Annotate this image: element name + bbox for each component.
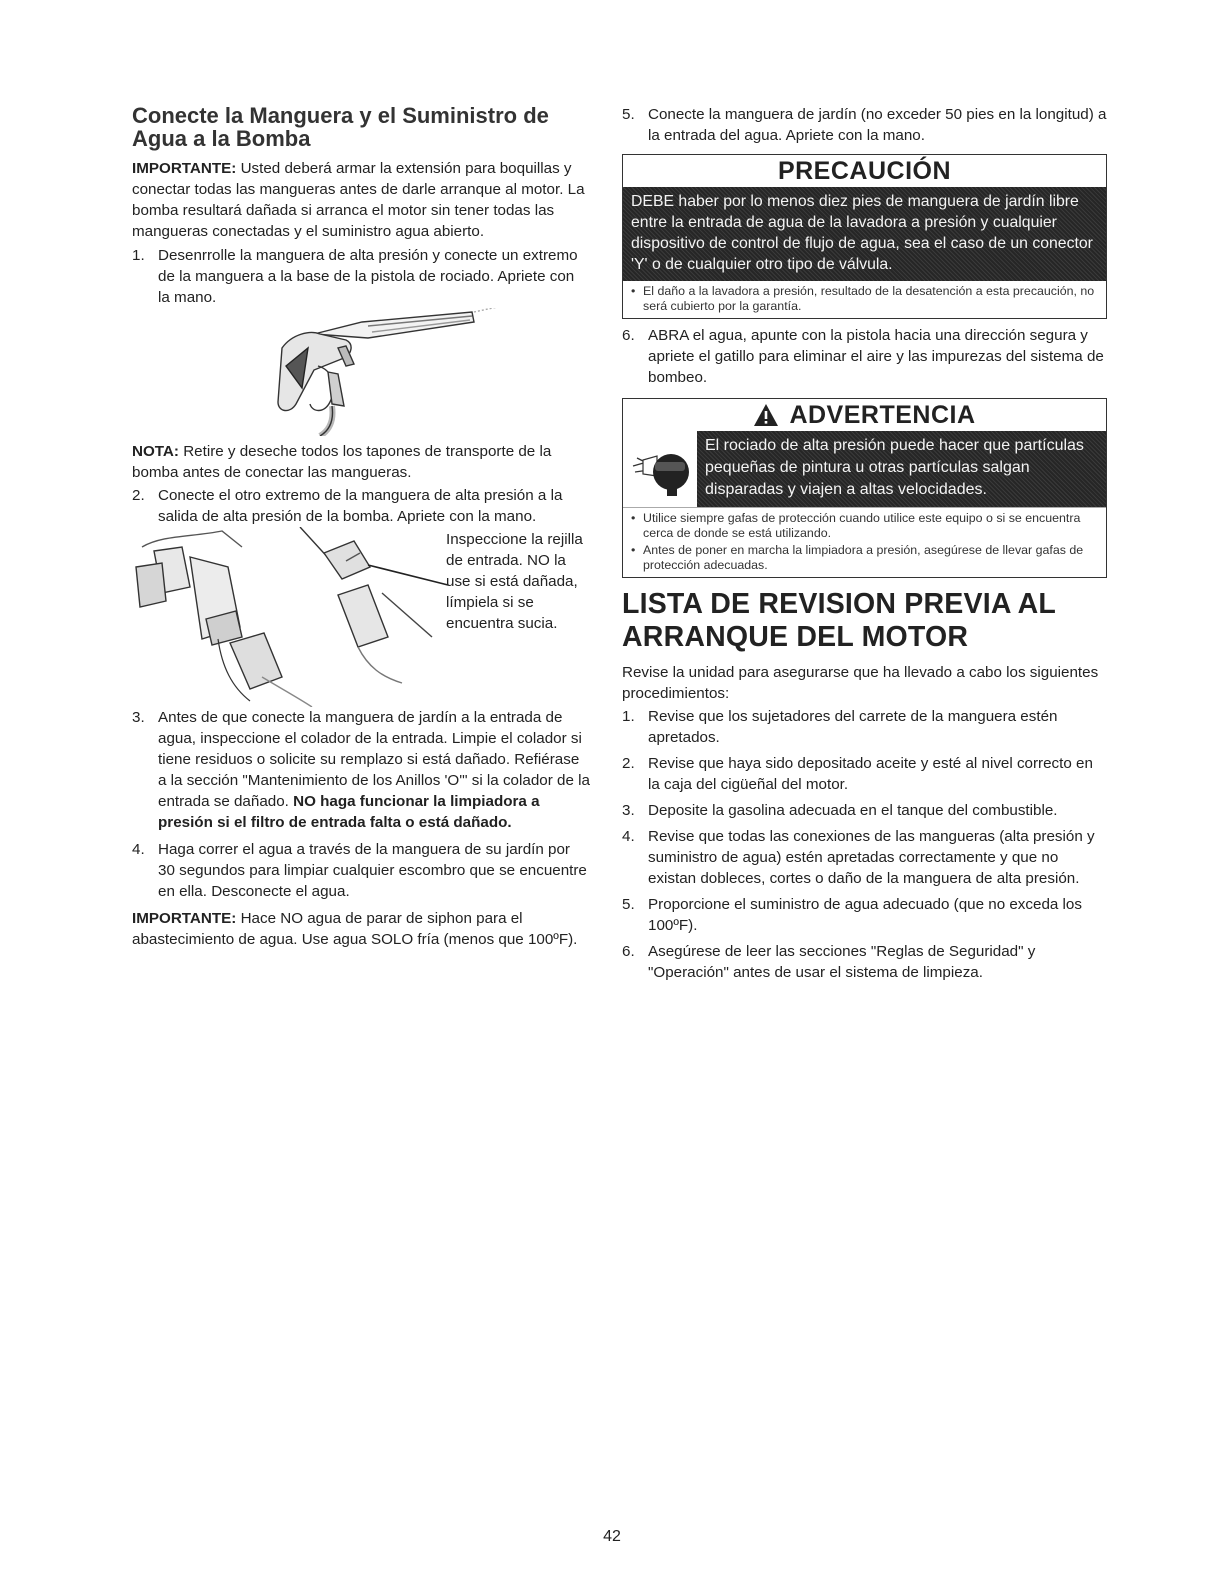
step-text: Revise que los sujetadores del carrete de la manguera estén apretados. — [648, 708, 1058, 746]
step-number: 2. — [622, 755, 635, 772]
precaucion-box — [622, 154, 1107, 319]
step-text: Desenrrolle la manguera de alta presión y conecte un extremo de la manguera a la base de la pistola de rociado. Apriete con la mano. — [158, 247, 578, 306]
step-number: 4. — [622, 828, 635, 845]
step-text: Revise que todas las conexiones de las mangueras (alta presión y suministro de agua) estén apretadas correctamente y que no existan dobleces, cortes o daño de la manguera de alta presión. — [648, 828, 1095, 887]
step-number: 1. — [622, 708, 635, 725]
checklist-item — [622, 941, 1107, 983]
spray-gun-illustration — [132, 308, 590, 436]
step-text: Proporcione el suministro de agua adecuado (que no exceda los 100ºF). — [648, 896, 1082, 934]
advertencia-notes — [623, 507, 1106, 577]
step-text: Deposite la gasolina adecuada en el tanque del combustible. — [648, 802, 1058, 819]
precaucion-band: DEBE haber por lo menos diez pies de manguera de jardín libre entre la entrada de agua de la lavadora a presión y cualquier dispositivo de control de flujo de agua, sea el caso de un conector 'Y' o de cualquier otro tipo de válvula. — [623, 187, 1106, 281]
step-number: 4. — [132, 841, 145, 858]
importante-label: IMPORTANTE: — [132, 160, 237, 177]
checklist — [622, 706, 1107, 983]
checklist-item — [622, 753, 1107, 795]
step-text: Revise que haya sido depositado aceite y esté al nivel correcto en la caja del cigüeñal del motor. — [648, 755, 1093, 793]
step-2 — [132, 485, 590, 527]
checklist-item — [622, 894, 1107, 936]
advertencia-box — [622, 398, 1107, 578]
warning-triangle-icon — [753, 403, 779, 427]
step-text: Asegúrese de leer las secciones "Reglas de Seguridad" y "Operación" antes de usar el sistema de limpieza. — [648, 943, 1036, 981]
advertencia-note-1: • Utilice siempre gafas de protección cuando utilice este equipo o si se encuentra cerca de donde se está utilizando. — [631, 511, 1098, 541]
importante-label: IMPORTANTE: — [132, 910, 237, 927]
importante-text: Usted deberá armar la extensión para boquillas y conectar todas las mangueras antes de darle arranque al motor. La bomba resultará dañada si arranca el motor sin tener todas las mangueras conectadas y el suministro agua abierto. — [132, 160, 585, 240]
checklist-item — [622, 826, 1107, 889]
step-number: 5. — [622, 896, 635, 913]
section-heading-conecte: Conecte la Manguera y el Suministro de Agua a la Bomba — [132, 103, 549, 151]
step-text: ABRA el agua, apunte con la pistola hacia una dirección segura y apriete el gatillo para eliminar el aire y las impurezas del sistema de bombeo. — [648, 327, 1104, 386]
step-number: 1. — [132, 247, 145, 264]
step-text: Conecte el otro extremo de la manguera de alta presión a la salida de alta presión de la bomba. Apriete con la mano. — [158, 487, 563, 525]
importante-text: Hace NO agua de parar de siphon para el abastecimiento de agua. Use agua SOLO fría (menos que 100ºF). — [132, 910, 578, 948]
precaucion-title: PRECAUCIÓN — [777, 157, 952, 185]
pump-outlet-illustration — [132, 527, 590, 707]
advertencia-title-row — [623, 399, 1106, 431]
step-number: 5. — [622, 106, 635, 123]
precaucion-note: • El daño a la lavadora a presión, resultado de la desatención a esta precaución, no será cubierto por la garantía. — [631, 284, 1098, 314]
step-6 — [622, 325, 1107, 388]
step-text: Antes de que conecte la manguera de jardín a la entrada de agua, inspeccione el colador de la entrada. Limpie el colador si tiene residuos o solicite su remplazo si está dañado. Refiérase a la sección "Mantenimiento de los Anillos 'O'" si la colador de la entrada se dañado. — [158, 709, 590, 810]
step-number: 2. — [132, 487, 145, 504]
advertencia-band: El rociado de alta presión puede hacer que partículas pequeñas de pintura u otras partículas salgan disparadas y viajen a altas velocidades. — [697, 431, 1106, 507]
step-number: 6. — [622, 327, 635, 344]
step-number: 3. — [132, 709, 145, 726]
step-number: 3. — [622, 802, 635, 819]
eye-protection-icon — [623, 431, 697, 507]
nota-paragraph — [132, 441, 590, 483]
advertencia-note-2: • Antes de poner en marcha la limpiadora a presión, asegúrese de llevar gafas de protección adecuadas. — [631, 543, 1098, 573]
step-1 — [132, 245, 590, 308]
step-number: 6. — [622, 943, 635, 960]
nota-label: NOTA: — [132, 443, 179, 460]
checklist-item — [622, 706, 1107, 748]
precaucion-notes — [623, 281, 1106, 318]
left-column — [132, 104, 590, 950]
inspection-callout: Inspeccione la rejilla de entrada. NO la use si está dañada, límpiela si se encuentra sucia. — [446, 531, 583, 632]
importante-paragraph-2 — [132, 908, 590, 950]
nota-text: Retire y deseche todos los tapones de transporte de la bomba antes de conectar las mangueras. — [132, 443, 552, 481]
step-4 — [132, 839, 590, 902]
step-text: Conecte la manguera de jardín (no exceder 50 pies en la longitud) a la entrada del agua. Apriete con la mano. — [648, 106, 1107, 144]
right-column — [622, 104, 1107, 988]
advertencia-band-row — [623, 431, 1106, 507]
lista-heading: LISTA DE REVISION PREVIA AL ARRANQUE DEL MOTOR — [622, 588, 1056, 653]
step-bold-warning: NO haga funcionar la limpiadora a presión si el filtro de entrada falta o está dañado. — [158, 793, 540, 831]
checklist-item — [622, 800, 1107, 821]
importante-paragraph-1 — [132, 158, 590, 242]
page-number: 42 — [603, 1528, 621, 1545]
step-text: Haga correr el agua a través de la manguera de su jardín por 30 segundos para limpiar cualquier escombro que se encuentre en ella. Desconecte el agua. — [158, 841, 587, 900]
advertencia-title: ADVERTENCIA — [789, 401, 976, 429]
step-3 — [132, 707, 590, 833]
lista-intro: Revise la unidad para asegurarse que ha llevado a cabo los siguientes procedimientos: — [622, 664, 1099, 702]
step-5 — [622, 104, 1107, 146]
